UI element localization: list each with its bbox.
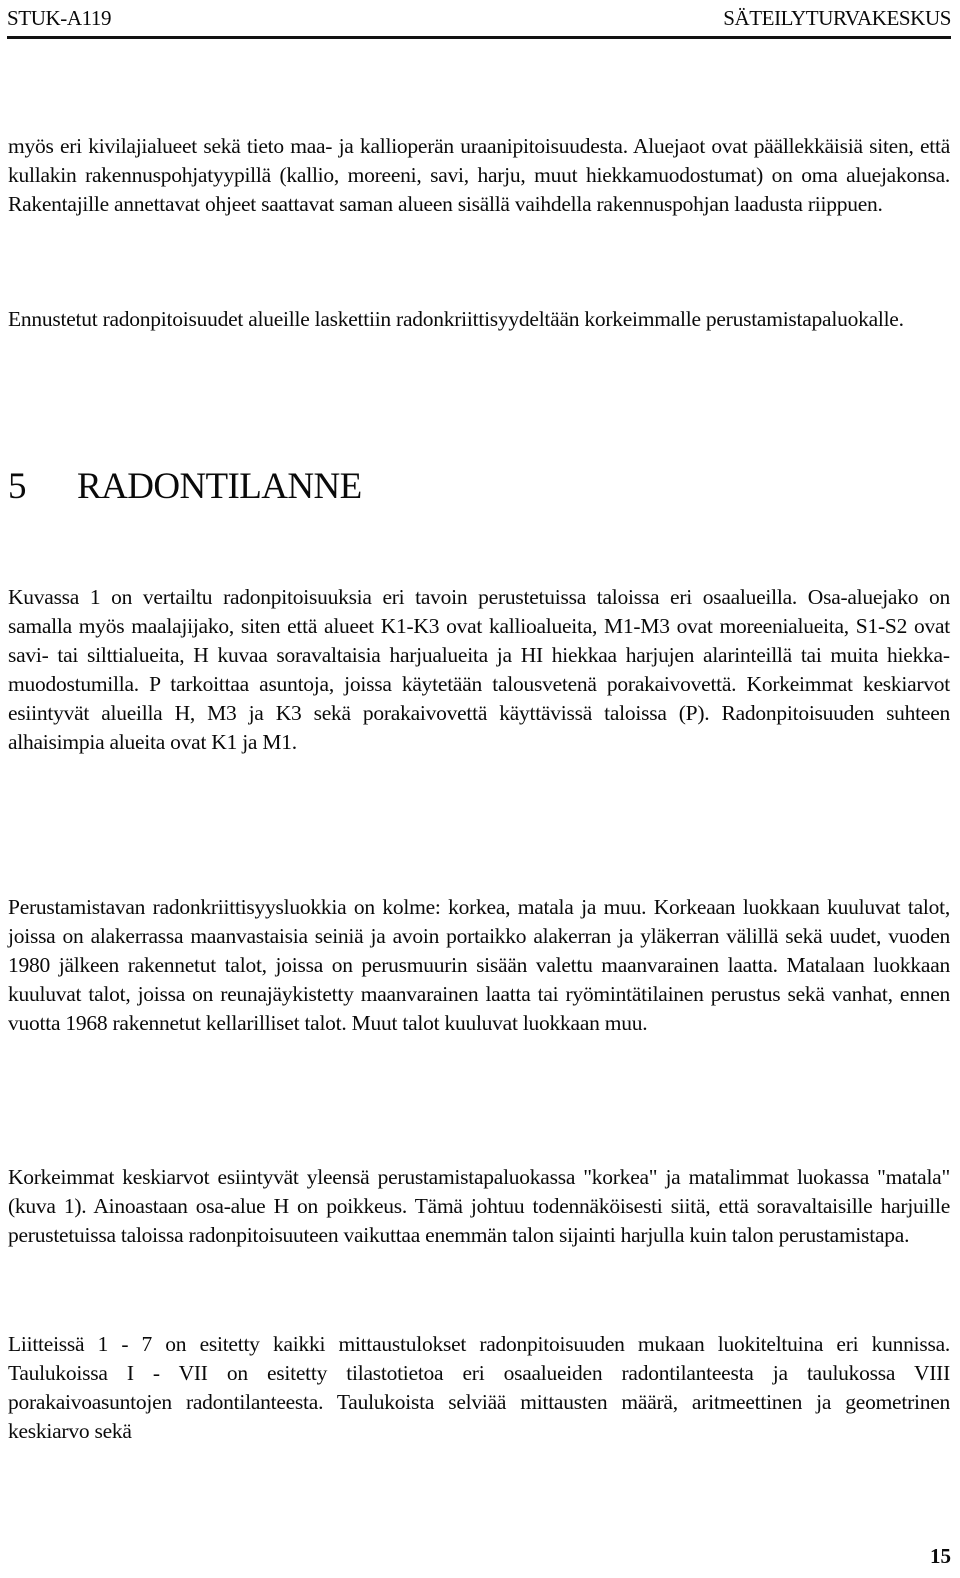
paragraph-ennustetut: Ennustetut radonpitoisuudet alueille laskettiin radonkriittisyydeltään korkeimmalle perustamistapaluokalle. [8, 307, 904, 331]
paragraph-liitteissa: Liitteissä 1 - 7 on esitetty kaikki mittaustulokset radonpitoisuuden mukaan luokiteltuina eri kunnissa. Taulukoissa I - VII on esitetty tilastotietoa eri osaalueiden radontilanteesta ja taulukossa VIII porakaivoasuntojen radontilanteesta. Taulukoista selviää mittausten määrä, aritmeettinen ja geometrinen keskiarvo sekä [8, 1332, 950, 1443]
paragraph-kuvassa: Kuvassa 1 on vertailtu radonpitoisuuksia eri tavoin perustetuissa taloissa eri osaalueilla. Osa-aluejako on samalla myös maalajijako, siten että alueet K1-K3 ovat kallioalueita, M1-M3 ovat moreenialueita, S1-S2 ovat savi- tai silttialueita, H kuvaa soravaltaisia harjualueita ja HI hiekkaa harjujen alarinteillä tai muita hiekkamuodostumilla. P tarkoittaa asuntoja, joissa käytetään talousvetenä porakaivovettä. Korkeimmat keskiarvot esiintyvät alueilla H, M3 ja K3 sekä porakaivovettä käyttävissä taloissa (P). Radonpitoisuuden suhteen alhaisimpia alueita ovat K1 ja M1. [8, 585, 950, 754]
report-code: STUK-A119 [7, 6, 112, 30]
paragraph-korkeimmat: Korkeimmat keskiarvot esiintyvät yleensä perustamistapaluokassa "korkea" ja matalimmat luokassa "matala" (kuva 1). Ainoastaan osa-alue H on poikkeus. Tämä johtuu todennäköisesti siitä, että soravaltaisille harjuille perustetuissa taloissa radonpitoisuuteen vaikuttaa enemmän talon sijainti harjulla kuin talon perustamistapa. [8, 1165, 950, 1247]
section-heading [8, 465, 362, 508]
header-rule [7, 36, 951, 39]
page-number: 15 [930, 1544, 951, 1568]
running-header [7, 6, 951, 36]
section-title: RADONTILANNE [77, 466, 362, 507]
paragraph-aluejaot: myös eri kivilajialueet sekä tieto maa- ja kallioperän uraanipitoisuudesta. Aluejaot ovat päällekkäisiä siten, että kullakin rakennuspohjatyypillä (kallio, moreeni, savi, harju, muut hiekkamuodostumat) on oma aluejakonsa. Rakentajille annettavat ohjeet saattavat saman alueen sisällä vaihdella rakennuspohjan laadusta riippuen. [8, 134, 950, 216]
section-number: 5 [8, 466, 26, 507]
organization-name: SÄTEILYTURVAKESKUS [723, 6, 951, 30]
paragraph-perustamistavan: Perustamistavan radonkriittisyysluokkia on kolme: korkea, matala ja muu. Korkeaan luokkaan kuuluvat talot, joissa on alakerrassa maanvastaisia seiniä ja avoin portaikko alakerran ja yläkerran välillä sekä uudet, vuoden 1980 jälkeen rakennetut talot, joissa on perusmuurin sisään valettu maanvarainen laatta. Matalaan luokkaan kuuluvat talot, joissa on reunajäykistetty maanvarainen laatta tai ryömintätilainen perustus sekä vanhat, ennen vuotta 1968 rakennetut kellarilliset talot. Muut talot kuuluvat luokkaan muu. [8, 895, 950, 1035]
